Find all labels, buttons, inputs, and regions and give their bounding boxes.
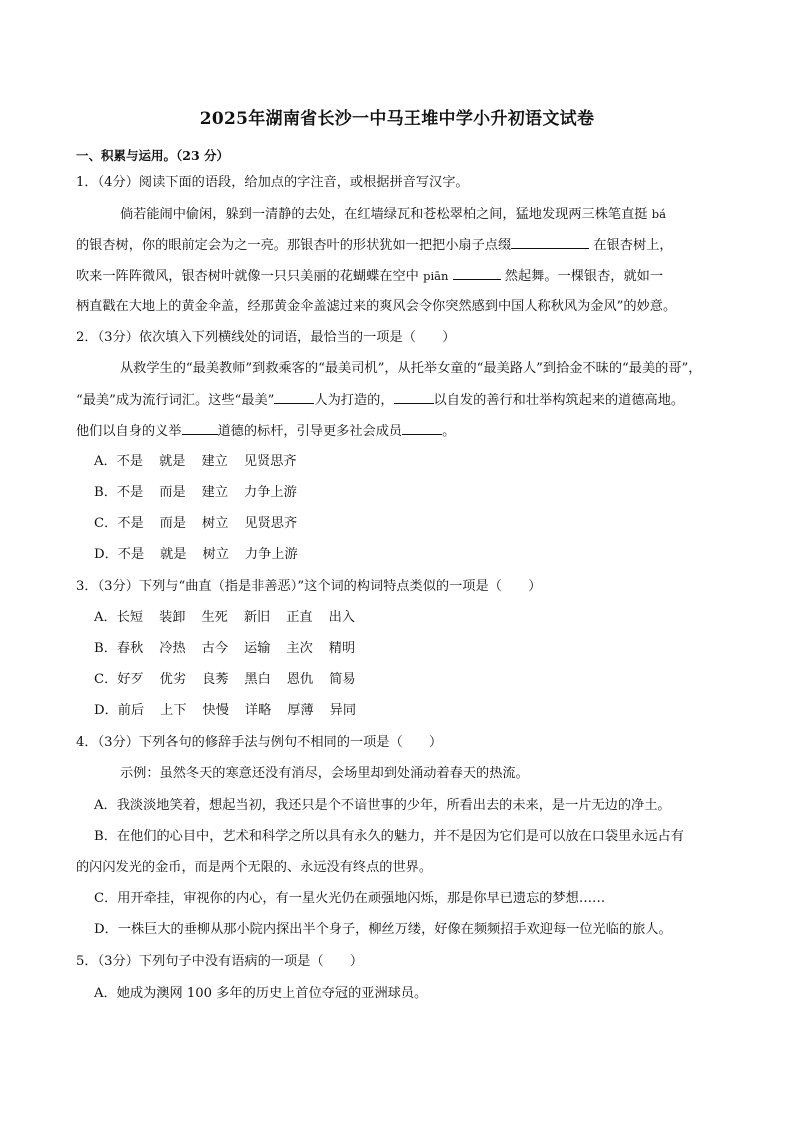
q1-pinyin-pian: piān <box>423 269 449 283</box>
q2-option-b[interactable] <box>94 484 297 502</box>
option-word: 主次 <box>286 641 313 656</box>
q2-line-3-text-a: 他们以自身的义举 <box>76 424 182 439</box>
q1-line-2 <box>76 236 673 255</box>
option-word: 力争上游 <box>244 485 297 500</box>
option-word: 厚薄 <box>287 703 314 718</box>
option-word: 运输 <box>244 641 271 656</box>
q2-option-c[interactable] <box>94 515 297 533</box>
option-word: 而是 <box>159 485 186 500</box>
option-word: 生死 <box>201 610 228 625</box>
option-word: C．不是 <box>94 516 144 531</box>
option-word: 冷热 <box>159 641 186 656</box>
option-word: A．长短 <box>94 610 144 625</box>
q1-line-3-text-a: 吹来一阵阵微风，银杏树叶就像一只只美丽的花蝴蝶在空中 <box>76 269 419 284</box>
q5-option-a[interactable]: A．她成为澳网 100 多年的历史上首位夺冠的亚洲球员。 <box>94 986 428 1001</box>
q3-option-b[interactable] <box>94 640 355 658</box>
q2-line-2 <box>76 391 684 410</box>
option-word: 快慢 <box>202 703 229 718</box>
option-word: 上下 <box>160 703 187 718</box>
q2-stem: 2．（3分）依次填入下列横线处的词语，最恰当的一项是（ ） <box>76 330 456 345</box>
q2-blank-1[interactable] <box>274 391 314 404</box>
option-word: D．不是 <box>94 547 145 562</box>
option-word: 见贤思齐 <box>244 516 298 531</box>
option-word: B．不是 <box>94 485 144 500</box>
q2-line-3 <box>76 422 455 441</box>
q3-option-d[interactable] <box>94 702 356 720</box>
q2-line-3-text-b: 道德的标杆，引导更多社会成员 <box>217 424 403 439</box>
q5-stem: 5．（3分）下列句子中没有语病的一项是（ ） <box>76 954 364 969</box>
option-word: 而是 <box>159 516 187 531</box>
q1-line-3 <box>76 267 663 286</box>
q2-blank-2[interactable] <box>394 391 434 404</box>
option-word: 优劣 <box>159 672 187 687</box>
section-heading: 一、积累与运用。（23 分） <box>76 148 229 163</box>
q1-line-1 <box>120 205 666 224</box>
q2-line-3-text-c: 。 <box>442 424 456 439</box>
q4-option-c[interactable]: C．用开牵挂，审视你的内心，有一星火光仍在顽强地闪烁，那是你早已遗忘的梦想…… <box>94 891 606 906</box>
option-word: 建立 <box>201 454 228 469</box>
q1-stem: 1．（4分）阅读下面的语段，给加点的字注音，或根据拼音写汉字。 <box>76 175 469 190</box>
option-word: 精明 <box>328 641 356 656</box>
q2-line-2-text-b: 人为打造的， <box>314 393 394 408</box>
q1-blank-2[interactable] <box>453 267 501 280</box>
q2-blank-3[interactable] <box>182 422 218 435</box>
q2-option-a[interactable] <box>94 453 297 471</box>
option-word: 异同 <box>329 703 357 718</box>
q4-option-b-cont: 的闪闪发光的金币，而是两个无限的、永远没有终点的世界。 <box>76 860 433 875</box>
option-word: 力争上游 <box>244 547 298 562</box>
q2-line-2-text-c: 以自发的善行和壮举构筑起来的道德高地。 <box>433 393 685 408</box>
q1-line-4: 柄直戳在大地上的黄金伞盖，经那黄金伞盖滤过来的爽风会令你突然感到中国人称秋风为金风”的妙意。 <box>76 299 677 314</box>
option-word: D．前后 <box>94 703 145 718</box>
q3-stem: 3．（3分）下列与“曲直（指是非善恶）”这个词的构词特点类似的一项是（ ） <box>76 579 542 594</box>
q1-line-2-text-a: 的银杏树，你的眼前定会为之一亮。那银杏叶的形状犹如一把把小扇子点缀 <box>76 238 512 253</box>
q4-option-a[interactable]: A．我淡淡地笑着，想起当初，我还只是个不谙世事的少年，所看出去的未来，是一片无边的净土。 <box>94 798 671 813</box>
option-word: 良莠 <box>202 672 229 687</box>
q2-option-d[interactable] <box>94 546 298 564</box>
q3-option-c[interactable] <box>94 671 356 689</box>
q1-line-3-text-b: 然起舞。一棵银杏，就如一 <box>504 269 664 284</box>
q4-option-d[interactable]: D．一株巨大的垂柳从那小院内探出半个身子，柳丝万缕，好像在频频招手欢迎每一位光临的旅人。 <box>94 922 672 937</box>
option-word: 装卸 <box>159 610 186 625</box>
exam-title: 2025年湖南省长沙一中马王堆中学小升初语文试卷 <box>199 109 595 129</box>
q2-blank-4[interactable] <box>402 422 442 435</box>
q2-line-1: 从救学生的“最美教师”到救乘客的“最美司机”，从托举女童的“最美路人”到拾金不昧的“最美的哥”， <box>120 361 702 376</box>
option-word: 黑白 <box>244 672 271 687</box>
option-word: 出入 <box>328 610 355 625</box>
q4-option-b[interactable]: B．在他们的心目中，艺术和科学之所以具有永久的魅力，并不是因为它们是可以放在口袋里永远占有 <box>94 829 684 844</box>
option-word: A．不是 <box>94 454 144 469</box>
option-word: 详略 <box>244 703 272 718</box>
option-word: 古今 <box>201 641 229 656</box>
option-word: 建立 <box>201 485 229 500</box>
option-word: 见贤思齐 <box>243 454 297 469</box>
q1-pinyin-ba: bá <box>651 207 666 221</box>
option-word: 简易 <box>329 672 356 687</box>
option-word: 就是 <box>159 454 186 469</box>
q3-option-a[interactable] <box>94 609 355 627</box>
option-word: 就是 <box>160 547 187 562</box>
q4-stem: 4．（3分）下列各句的修辞手法与例句不相同的一项是（ ） <box>76 735 443 750</box>
option-word: 恩仇 <box>286 672 314 687</box>
option-word: C．好歹 <box>94 672 144 687</box>
option-word: 树立 <box>202 516 229 531</box>
q4-example: 示例：虽然冬天的寒意还没有消尽，会场里却到处涌动着春天的热流。 <box>120 766 529 781</box>
option-word: 正直 <box>286 610 313 625</box>
q1-line-2-text-b: 在银杏树上， <box>593 238 673 253</box>
option-word: B．春秋 <box>94 641 144 656</box>
q2-line-2-text-a: “最美”成为流行词汇。这些“最美” <box>76 393 275 408</box>
q1-line-1-text: 倘若能闹中偷闲，躲到一清静的去处，在红墙绿瓦和苍松翠柏之间，猛地发现两三株笔直挺 <box>120 207 648 222</box>
q1-blank-1[interactable] <box>511 236 589 249</box>
option-word: 新旧 <box>243 610 271 625</box>
option-word: 树立 <box>202 547 229 562</box>
